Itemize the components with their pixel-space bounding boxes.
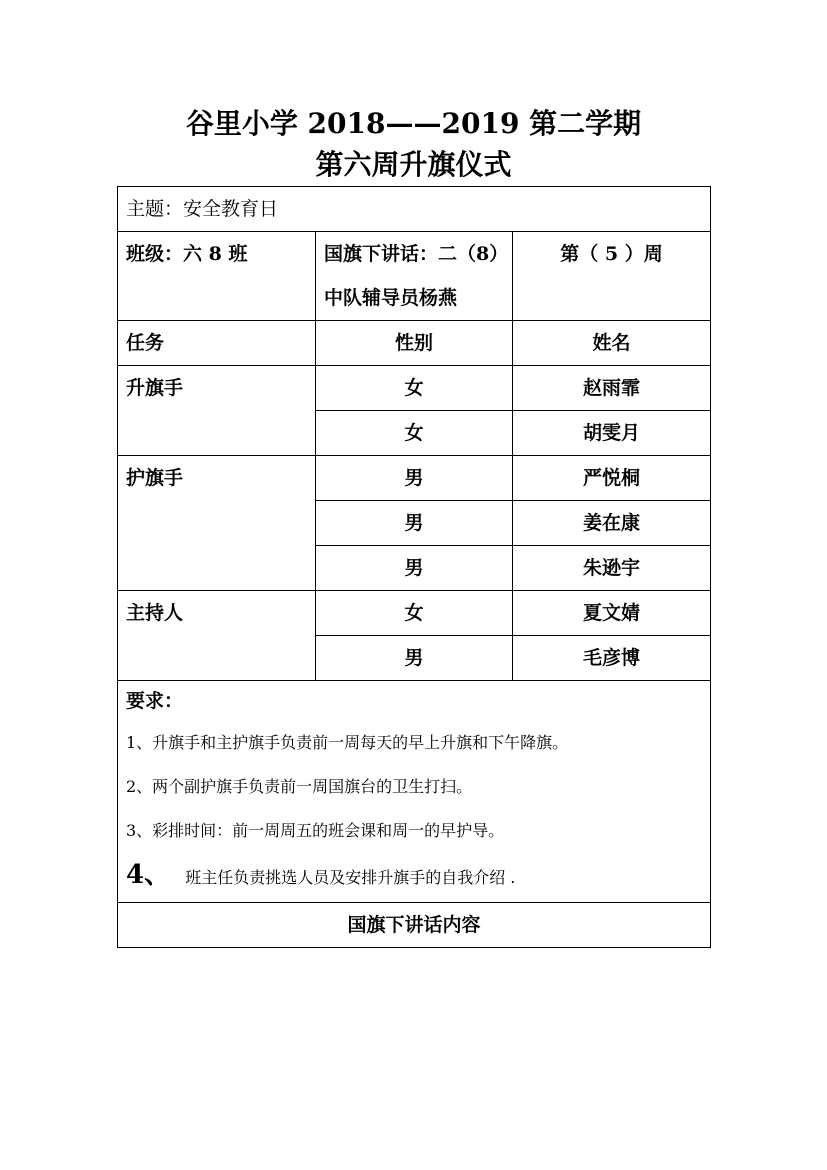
title-line-2: 第六周升旗仪式 — [315, 148, 512, 181]
theme-cell: 主题：安全教育日 — [118, 187, 711, 232]
name-cell: 严悦桐 — [513, 456, 711, 501]
ceremony-table — [117, 186, 711, 948]
requirement-4-text: 班主任负责挑选人员及安排升旗手的自我介绍 . — [185, 868, 516, 887]
requirement-item: 3、彩排时间：前一周周五的班会课和周一的早护导。 — [126, 821, 505, 840]
task-cell: 护旗手 — [118, 456, 316, 591]
header-row — [118, 321, 711, 366]
requirements-heading: 要求： — [126, 690, 184, 712]
title-line-1: 谷里小学 2018——2019 第二学期 — [185, 107, 642, 140]
name-cell: 朱逊宇 — [513, 546, 711, 591]
name-cell: 毛彦博 — [513, 636, 711, 681]
gender-cell: 女 — [316, 591, 513, 636]
table-row — [118, 366, 711, 411]
name-cell: 胡雯月 — [513, 411, 711, 456]
name-cell: 赵雨霏 — [513, 366, 711, 411]
name-cell: 姜在康 — [513, 501, 711, 546]
gender-cell: 女 — [316, 411, 513, 456]
task-cell: 主持人 — [118, 591, 316, 681]
requirement-item: 2、两个副护旗手负责前一周国旗台的卫生打扫。 — [126, 777, 473, 796]
requirement-item: 1、升旗手和主护旗手负责前一周每天的早上升旗和下午降旗。 — [126, 733, 569, 752]
name-cell: 夏文婧 — [513, 591, 711, 636]
week-cell: 第（ 5 ）周 — [513, 232, 711, 321]
requirement-4-number: 4、 — [126, 860, 171, 890]
class-cell: 班级：六 8 班 — [118, 232, 316, 321]
header-task: 任务 — [118, 321, 316, 366]
table-row — [118, 456, 711, 501]
requirements-row — [118, 681, 711, 903]
requirements-cell — [118, 681, 711, 903]
speech-cell: 国旗下讲话：二（8）中队辅导员杨燕 — [316, 232, 513, 321]
requirement-item-4 — [126, 853, 702, 900]
gender-cell: 男 — [316, 456, 513, 501]
speech-content-heading: 国旗下讲话内容 — [118, 903, 711, 948]
footer-row — [118, 903, 711, 948]
info-row — [118, 232, 711, 321]
gender-cell: 女 — [316, 366, 513, 411]
theme-row — [118, 187, 711, 232]
table-row — [118, 591, 711, 636]
header-gender: 性别 — [316, 321, 513, 366]
gender-cell: 男 — [316, 636, 513, 681]
header-name: 姓名 — [513, 321, 711, 366]
gender-cell: 男 — [316, 501, 513, 546]
gender-cell: 男 — [316, 546, 513, 591]
task-cell: 升旗手 — [118, 366, 316, 456]
